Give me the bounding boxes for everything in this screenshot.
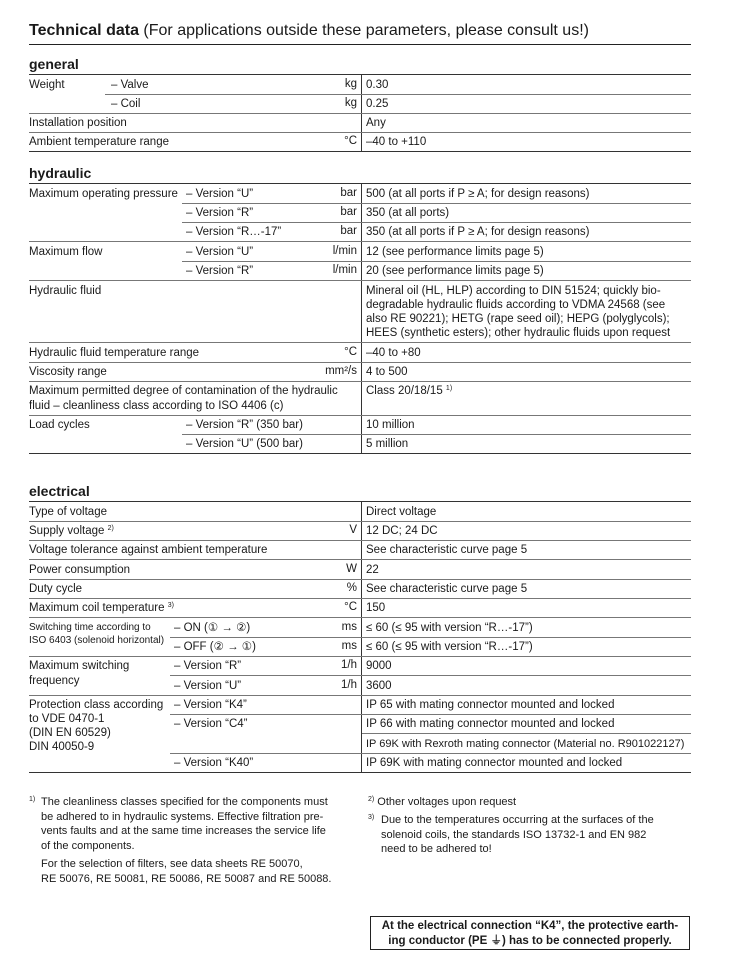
label-contamination-1: Maximum permitted degree of contamination of the hydraulic — [29, 385, 338, 397]
rule — [170, 714, 691, 715]
value: IP 66 with mating connector mounted and locked — [366, 718, 615, 730]
label-coil-temp — [29, 601, 174, 615]
sub-version-u: – Version “U” — [174, 680, 242, 692]
value: 350 (at all ports) — [366, 207, 450, 219]
unit: bar — [340, 206, 357, 218]
unit: bar — [340, 225, 357, 237]
footnote-1-line1: The cleanliness classes specified for the components must — [41, 796, 328, 808]
sub-version-u: – Version “U” — [186, 188, 254, 200]
label-max-flow: Maximum flow — [29, 246, 103, 258]
rule — [29, 151, 691, 152]
rule — [29, 183, 691, 184]
label-contamination-2: fluid – cleanliness class according to ISO 4406 (c) — [29, 400, 284, 412]
rule — [29, 132, 691, 133]
label-fluid-temp: Hydraulic fluid temperature range — [29, 347, 200, 359]
footnote-1-num — [29, 795, 35, 810]
value: 350 (at all ports if P ≥ A; for design reasons) — [366, 226, 590, 238]
label-protection-2: to VDE 0470-1 — [29, 713, 105, 725]
value-text: Class 20/18/15 — [366, 385, 443, 397]
sub-version-k4: – Version “K4” — [174, 699, 247, 711]
unit: °C — [344, 135, 357, 147]
label-viscosity: Viscosity range — [29, 366, 107, 378]
notice-line2: ing conductor (PE ⏚) has to be connected properly. — [388, 935, 672, 947]
sub-version-u: – Version “U” — [186, 246, 254, 258]
sub-version-r17: – Version “R…-17” — [186, 226, 282, 238]
value: –40 to +80 — [366, 347, 421, 359]
value: Direct voltage — [366, 506, 437, 518]
label-switching-time-2: ISO 6403 (solenoid horizontal) — [29, 635, 165, 646]
value: 4 to 500 — [366, 366, 408, 378]
unit: kg — [344, 97, 357, 109]
rule — [105, 94, 691, 95]
footnote-3-line1: Due to the temperatures occurring at the surfaces of the — [381, 814, 654, 826]
footnote-3-line2: solenoid coils, the standards ISO 13732-1 and EN 982 — [381, 828, 647, 841]
rule — [170, 753, 691, 754]
section-heading-general: general — [29, 56, 79, 72]
section-heading-hydraulic: hydraulic — [29, 165, 92, 181]
footnote-ref: 3) — [167, 602, 174, 609]
footnote-num: 1) — [29, 796, 36, 803]
unit: bar — [340, 187, 357, 199]
title-rest: (For applications outside these parameters, please consult us!) — [138, 22, 589, 39]
unit: 1/h — [341, 659, 357, 671]
rule — [29, 241, 691, 242]
unit: l/min — [332, 264, 357, 276]
rule — [29, 453, 691, 454]
rule — [362, 733, 691, 734]
rule — [29, 521, 691, 522]
rule — [182, 261, 691, 262]
value: 5 million — [366, 438, 409, 450]
label-duty-cycle: Duty cycle — [29, 583, 83, 595]
sub-version-c4: – Version “C4” — [174, 718, 248, 730]
value-fluid-line1: Mineral oil (HL, HLP) according to DIN 51524; quickly bio- — [366, 285, 661, 297]
sub-valve: – Valve — [111, 79, 149, 91]
value: 12 DC; 24 DC — [366, 525, 438, 537]
footnote-1-line2: be adhered to in hydraulic systems. Effective filtration pre- — [41, 810, 324, 823]
unit: % — [346, 582, 357, 594]
value-fluid-line2: degradable hydraulic fluids according to VDMA 24568 (see — [366, 299, 666, 311]
value: 150 — [366, 602, 386, 614]
unit: mm²/s — [325, 365, 357, 377]
footnote-1-line3: vents faults and at the same time increases the service life — [41, 825, 326, 837]
sub-version-r: – Version “R” — [186, 207, 254, 219]
value: ≤ 60 (≤ 95 with version “R…-17”) — [366, 622, 533, 634]
section-heading-electrical: electrical — [29, 483, 90, 499]
title-bold: Technical data — [29, 22, 139, 39]
rule — [29, 559, 691, 560]
unit: W — [346, 563, 357, 575]
title-rule — [29, 44, 691, 45]
sub-version-u: – Version “U” (500 bar) — [186, 438, 303, 450]
label-protection-3: (DIN EN 60529) — [29, 727, 111, 739]
unit: l/min — [332, 245, 357, 257]
rule — [29, 501, 691, 502]
value-coil-weight: 0.25 — [366, 98, 389, 110]
rule — [182, 434, 691, 435]
value-installation: Any — [366, 117, 386, 129]
value-fluid-line3: also RE 90221); HETG (rape seed oil); HEPG (polyglycols); — [366, 313, 670, 325]
label-supply-voltage — [29, 524, 114, 538]
value: 3600 — [366, 680, 392, 692]
value: 20 (see performance limits page 5) — [366, 265, 544, 277]
footnote-text: Other voltages upon request — [377, 796, 517, 808]
rule — [29, 362, 691, 363]
value-valve-weight: 0.30 — [366, 79, 389, 91]
value: 22 — [366, 564, 379, 576]
notice-box — [370, 916, 690, 950]
value: 12 (see performance limits page 5) — [366, 246, 544, 258]
rule — [182, 203, 691, 204]
label-protection-4: DIN 40050-9 — [29, 741, 95, 753]
value: 9000 — [366, 660, 392, 672]
value: IP 69K with mating connector mounted and locked — [366, 757, 623, 769]
value: See characteristic curve page 5 — [366, 544, 528, 556]
column-divider — [361, 184, 362, 454]
sub-version-r: – Version “R” — [174, 660, 242, 672]
unit: ms — [341, 640, 357, 652]
rule — [182, 222, 691, 223]
sub-on: – ON (① → ②) — [174, 622, 251, 634]
label-weight: Weight — [29, 79, 65, 91]
rule — [29, 280, 691, 281]
sub-off: – OFF (② → ①) — [174, 641, 256, 653]
value: ≤ 60 (≤ 95 with version “R…-17”) — [366, 641, 533, 653]
rule — [29, 617, 691, 618]
value-fluid-line4: HEES (synthetic esters); other hydraulic fluids upon request — [366, 327, 671, 339]
rule — [29, 656, 691, 657]
unit: °C — [344, 346, 357, 358]
footnote-1-filters1: For the selection of filters, see data sheets RE 50070, — [41, 858, 303, 870]
label-installation: Installation position — [29, 117, 127, 129]
unit: V — [349, 524, 357, 536]
label-switching-freq-1: Maximum switching — [29, 660, 130, 672]
rule — [29, 598, 691, 599]
label-voltage-type: Type of voltage — [29, 506, 107, 518]
rule — [29, 579, 691, 580]
unit: ms — [341, 621, 357, 633]
rule — [29, 695, 691, 696]
unit: °C — [344, 601, 357, 613]
value: IP 69K with Rexroth mating connector (Material no. R901022127) — [366, 738, 685, 750]
rule — [29, 772, 691, 773]
footnote-num: 2) — [368, 796, 375, 803]
value: See characteristic curve page 5 — [366, 583, 528, 595]
label-text: Maximum coil temperature — [29, 602, 165, 614]
label-protection-1: Protection class according — [29, 699, 164, 711]
label-switching-freq-2: frequency — [29, 675, 80, 687]
page-title — [29, 22, 589, 40]
sub-version-r: – Version “R” (350 bar) — [186, 419, 303, 431]
rule — [29, 381, 691, 382]
label-max-pressure: Maximum operating pressure — [29, 188, 178, 200]
value-contamination — [366, 384, 452, 398]
label-text: Supply voltage — [29, 525, 105, 537]
footnote-1-filters2: RE 50076, RE 50081, RE 50086, RE 50087 and RE 50088. — [41, 872, 332, 885]
sub-coil: – Coil — [111, 98, 141, 110]
unit: kg — [344, 78, 357, 90]
sub-version-r: – Version “R” — [186, 265, 254, 277]
label-power: Power consumption — [29, 564, 130, 576]
footnote-ref: 1) — [445, 385, 453, 392]
rule — [29, 113, 691, 114]
label-hydraulic-fluid: Hydraulic fluid — [29, 285, 102, 297]
footnote-2 — [368, 795, 516, 810]
label-ambient-temp: Ambient temperature range — [29, 136, 169, 148]
rule — [170, 637, 691, 638]
unit: 1/h — [341, 679, 357, 691]
rule — [29, 74, 691, 75]
value-ambient-temp: –40 to +110 — [366, 136, 427, 148]
value: IP 65 with mating connector mounted and locked — [366, 699, 615, 711]
sub-version-k40: – Version “K40” — [174, 757, 254, 769]
footnote-3-line3: need to be adhered to! — [381, 843, 492, 855]
footnote-3-num — [368, 813, 374, 828]
footnote-ref: 2) — [107, 525, 114, 532]
label-voltage-tolerance: Voltage tolerance against ambient temperature — [29, 544, 268, 556]
rule — [29, 540, 691, 541]
rule — [29, 342, 691, 343]
rule — [29, 415, 691, 416]
footnote-1-line4: of the components. — [41, 839, 135, 852]
notice-line1: At the electrical connection “K4”, the protective earth- — [381, 920, 679, 932]
label-switching-time-1: Switching time according to — [29, 622, 151, 633]
value: 10 million — [366, 419, 415, 431]
value: 500 (at all ports if P ≥ A; for design reasons) — [366, 188, 590, 200]
label-load-cycles: Load cycles — [29, 419, 90, 431]
rule — [170, 675, 691, 676]
footnote-num: 3) — [368, 814, 375, 821]
